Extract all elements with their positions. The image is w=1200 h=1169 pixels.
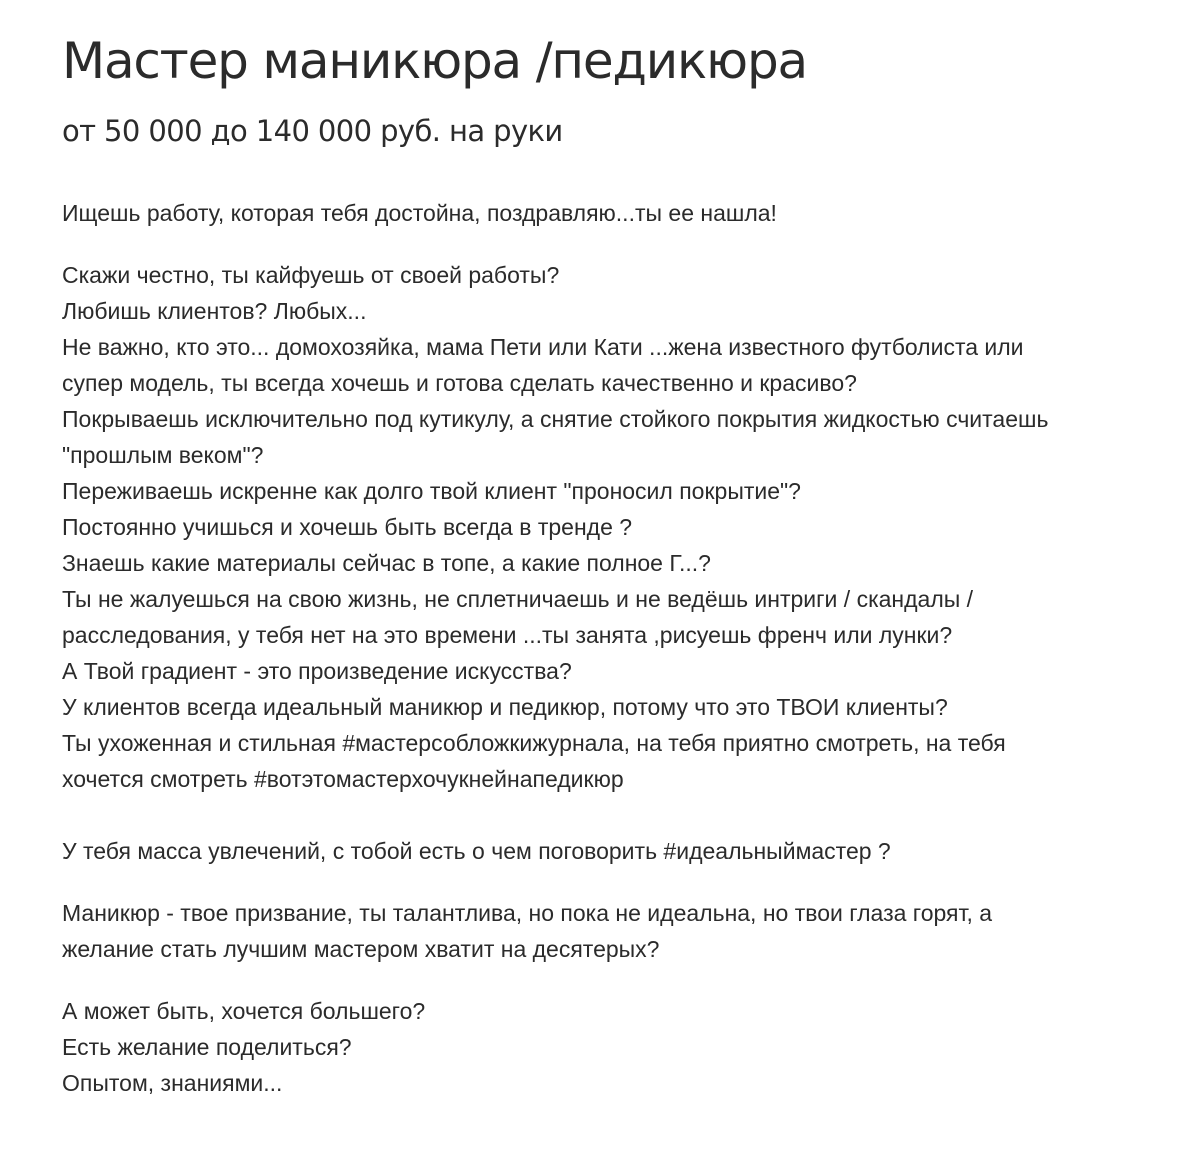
calling-line: Маникюр - твое призвание, ты талантлива, но пока не идеальна, но твои глаза горят, а bbox=[62, 900, 993, 926]
question-line: Скажи честно, ты кайфуешь от своей работы? bbox=[62, 262, 560, 288]
hobbies-paragraph bbox=[62, 833, 1152, 869]
question-line: супер модель, ты всегда хочешь и готова сделать качественно и красиво? bbox=[62, 370, 857, 396]
salary-range: от 50 000 до 140 000 руб. на руки bbox=[62, 114, 563, 148]
question-line: расследования, у тебя нет на это времени ...ты занята ,рисуешь френч или лунки? bbox=[62, 622, 953, 648]
question-line: "прошлым веком"? bbox=[62, 442, 264, 468]
more-line: Есть желание поделиться? bbox=[62, 1034, 352, 1060]
question-line: Не важно, кто это... домохозяйка, мама Пети или Кати ...жена известного футболиста или bbox=[62, 334, 1024, 360]
vacancy-page bbox=[62, 0, 1152, 1101]
vacancy-description bbox=[62, 195, 1152, 1101]
question-line: Любишь клиентов? Любых... bbox=[62, 298, 367, 324]
intro-paragraph bbox=[62, 195, 1152, 231]
calling-line: желание стать лучшим мастером хватит на десятерых? bbox=[62, 936, 660, 962]
question-line: Покрываешь исключительно под кутикулу, а снятие стойкого покрытия жидкостью считаешь bbox=[62, 406, 1049, 432]
question-line: Переживаешь искренне как долго твой клиент "проносил покрытие"? bbox=[62, 478, 801, 504]
more-line: А может быть, хочется большего? bbox=[62, 998, 426, 1024]
question-line: У клиентов всегда идеальный маникюр и педикюр, потому что это ТВОИ клиенты? bbox=[62, 694, 948, 720]
intro-line: Ищешь работу, которая тебя достойна, поздравляю...ты ее нашла! bbox=[62, 200, 777, 226]
job-title: Мастер маникюра /педикюра bbox=[62, 32, 807, 90]
question-line: Ты не жалуешься на свою жизнь, не сплетничаешь и не ведёшь интриги / скандалы / bbox=[62, 586, 974, 612]
question-line: Постоянно учишься и хочешь быть всегда в тренде ? bbox=[62, 514, 633, 540]
question-line: А Твой градиент - это произведение искусства? bbox=[62, 658, 572, 684]
question-line: хочется смотреть #вотэтомастерхочукнейнапедикюр bbox=[62, 766, 624, 792]
question-line: Ты ухоженная и стильная #мастерсобложкижурнала, на тебя приятно смотреть, на тебя bbox=[62, 730, 1006, 756]
hobbies-line: У тебя масса увлечений, с тобой есть о чем поговорить #идеальныймастер ? bbox=[62, 838, 891, 864]
more-paragraph bbox=[62, 993, 1152, 1101]
calling-paragraph bbox=[62, 895, 1152, 967]
more-line: Опытом, знаниями... bbox=[62, 1070, 283, 1096]
questions-paragraph bbox=[62, 257, 1152, 797]
question-line: Знаешь какие материалы сейчас в топе, а какие полное Г...? bbox=[62, 550, 711, 576]
